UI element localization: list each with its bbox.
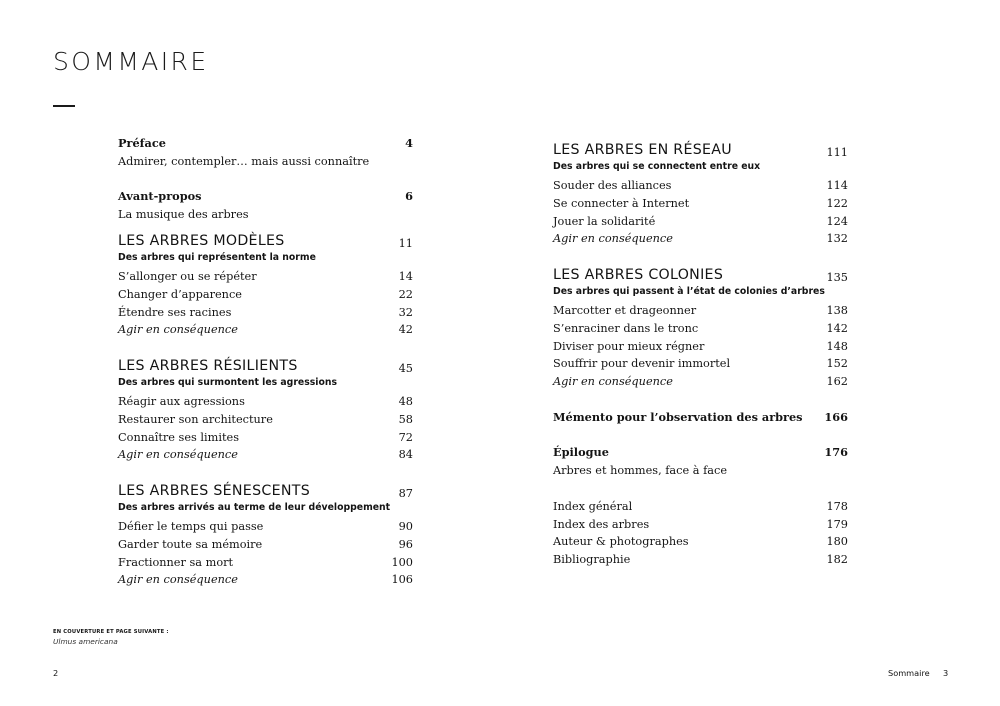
toc-subentry-text: Agir en conséquence	[118, 573, 238, 587]
toc-subentry[interactable]	[118, 536, 413, 554]
toc-subentry[interactable]	[118, 571, 413, 589]
toc-subentry-page: 48	[398, 394, 413, 408]
toc-subentry-text: Bibliographie	[553, 553, 631, 567]
toc-subentry-text: Connaître ses limites	[118, 430, 240, 444]
chapter-subtitle: Des arbres qui passent à l’état de colonies d’arbres	[553, 285, 825, 297]
toc-entry-page: 176	[824, 445, 848, 460]
running-header-title: Sommaire	[888, 668, 930, 678]
toc-subentry-page: 152	[826, 357, 848, 371]
toc-subentry-text: Défier le temps qui passe	[118, 519, 264, 533]
chapter-subtitle: Des arbres qui surmontent les agressions	[118, 376, 338, 388]
toc-subentry[interactable]	[118, 429, 413, 447]
toc-right-column	[553, 141, 848, 569]
toc-subentry[interactable]	[553, 338, 848, 356]
toc-subentry-text: Souder des alliances	[553, 179, 672, 192]
toc-subentry[interactable]	[118, 206, 413, 224]
toc-subentry[interactable]	[553, 230, 848, 248]
title-divider	[53, 105, 75, 107]
toc-subentry[interactable]	[553, 373, 848, 391]
chapter-title: LES ARBRES EN RÉSEAU	[553, 142, 732, 158]
toc-subentry[interactable]	[553, 302, 848, 320]
toc-annex-auteur[interactable]	[553, 533, 848, 551]
toc-subentry-text: Agir en conséquence	[118, 448, 238, 462]
toc-subentry-page: 148	[826, 339, 848, 353]
toc-chapter-modeles[interactable]	[118, 232, 413, 251]
toc-subentry-text: Réagir aux agressions	[118, 394, 245, 408]
toc-annex-index-general[interactable]	[553, 498, 848, 516]
toc-subentry[interactable]	[118, 321, 413, 339]
toc-subentry-text: Agir en conséquence	[553, 232, 673, 246]
chapter-title: LES ARBRES SÉNESCENTS	[118, 482, 311, 499]
chapter-title: LES ARBRES COLONIES	[553, 266, 724, 283]
cover-credit-label: EN COUVERTURE ET PAGE SUIVANTE :	[53, 629, 169, 635]
right-page-number: 3	[943, 668, 949, 678]
toc-subentry[interactable]	[118, 393, 413, 411]
toc-entry-page: 166	[824, 409, 848, 424]
toc-subentry[interactable]	[118, 554, 413, 572]
toc-chapter-senescents[interactable]	[118, 482, 413, 501]
chapter-page: 87	[398, 486, 413, 500]
toc-subentry[interactable]	[553, 213, 848, 231]
toc-entry-epilogue[interactable]	[553, 444, 848, 462]
toc-subentry-page: 124	[826, 214, 848, 228]
toc-subentry-text: Index des arbres	[553, 517, 650, 531]
toc-subentry-page: 32	[398, 305, 413, 319]
chapter-title: LES ARBRES RÉSILIENTS	[118, 357, 298, 374]
toc-subentry-page: 90	[398, 519, 413, 533]
toc-subentry-page: 122	[826, 196, 848, 210]
toc-subentry-text: Admirer, contempler… mais aussi connaître	[118, 154, 370, 168]
toc-subentry[interactable]	[553, 320, 848, 338]
toc-entry-title: Épilogue	[553, 445, 609, 460]
toc-subentry-page: 100	[391, 555, 413, 569]
toc-subentry[interactable]	[553, 355, 848, 373]
cover-credit-value: Ulmus americana	[53, 637, 118, 646]
chapter-page: 45	[398, 361, 413, 375]
toc-subentry-text: Garder toute sa mémoire	[118, 537, 263, 551]
toc-subentry-text: La musique des arbres	[118, 208, 249, 222]
toc-subentry[interactable]	[118, 153, 413, 171]
toc-subentry-page: 14	[398, 269, 413, 283]
toc-subentry-page: 132	[826, 232, 848, 246]
toc-subentry-text: Marcotter et drageonner	[553, 303, 697, 317]
toc-subentry-text: Souffrir pour devenir immortel	[553, 357, 731, 371]
toc-subentry-text: Étendre ses racines	[118, 305, 232, 319]
toc-subentry-page: 22	[398, 287, 413, 301]
toc-subentry-page: 84	[398, 448, 413, 462]
toc-subentry-page: 114	[826, 179, 848, 192]
toc-subentry-text: Fractionner sa mort	[118, 555, 234, 569]
chapter-subtitle: Des arbres arrivés au terme de leur développement	[118, 501, 391, 513]
toc-subentry-page: 58	[398, 412, 413, 426]
toc-subentry[interactable]	[118, 268, 413, 286]
toc-subentry-text: Agir en conséquence	[118, 323, 238, 337]
toc-entry-page: 6	[405, 189, 413, 204]
toc-chapter-resilients[interactable]	[118, 357, 413, 376]
chapter-title: LES ARBRES MODÈLES	[118, 232, 285, 249]
toc-subentry-text: S’enraciner dans le tronc	[553, 321, 699, 335]
toc-subentry-page: 42	[398, 323, 413, 337]
toc-subentry-page: 138	[826, 303, 848, 317]
left-page-number: 2	[53, 668, 59, 678]
toc-annex-index-arbres[interactable]	[553, 516, 848, 534]
chapter-page: 11	[398, 236, 413, 250]
toc-subentry-page: 180	[826, 535, 848, 549]
toc-subentry-page: 72	[398, 430, 413, 444]
toc-subentry[interactable]	[118, 304, 413, 322]
toc-subentry-text: Auteur & photographes	[553, 535, 689, 549]
toc-subentry-page: 142	[826, 321, 848, 335]
chapter-subtitle: Des arbres qui se connectent entre eux	[553, 161, 761, 172]
toc-entry-preface[interactable]	[118, 135, 413, 153]
toc-subentry-text: S’allonger ou se répéter	[118, 269, 257, 283]
toc-entry-title: Mémento pour l’observation des arbres	[553, 409, 803, 424]
toc-subentry-page: 179	[826, 517, 848, 531]
chapter-page: 135	[826, 270, 848, 284]
toc-subentry-text: Agir en conséquence	[553, 375, 673, 389]
toc-subentry-text: Arbres et hommes, face à face	[553, 464, 728, 478]
toc-subentry[interactable]	[118, 518, 413, 536]
toc-subentry-text: Jouer la solidarité	[553, 214, 656, 228]
toc-entry-title: Préface	[118, 136, 166, 150]
toc-chapter-colonies[interactable]	[553, 266, 848, 285]
toc-subentry-text: Restaurer son architecture	[118, 412, 273, 426]
toc-annex-bibliographie[interactable]	[553, 551, 848, 569]
toc-entry-title: Avant-propos	[118, 189, 202, 204]
chapter-subtitle: Des arbres qui représentent la norme	[118, 251, 316, 263]
toc-subentry[interactable]	[118, 286, 413, 304]
toc-subentry[interactable]	[118, 446, 413, 464]
toc-subentry-page: 182	[826, 553, 848, 567]
toc-subentry-text: Changer d’apparence	[118, 287, 242, 301]
toc-subentry[interactable]	[553, 177, 848, 195]
toc-entry-memento[interactable]	[553, 409, 848, 427]
toc-subentry-page: 178	[826, 499, 848, 513]
toc-left-column	[118, 135, 413, 589]
toc-subentry-page: 106	[391, 573, 413, 587]
toc-subentry-page: 96	[398, 537, 413, 551]
chapter-page: 111	[826, 146, 848, 159]
toc-subentry-text: Index général	[553, 499, 633, 513]
toc-entry-page: 4	[405, 136, 413, 150]
toc-subentry[interactable]	[118, 411, 413, 429]
page-title: SOMMAIRE	[53, 47, 209, 76]
toc-subentry-text: Se connecter à Internet	[553, 196, 690, 210]
toc-subentry[interactable]	[553, 195, 848, 213]
toc-subentry-page: 162	[826, 375, 848, 389]
toc-subentry[interactable]	[553, 462, 848, 480]
toc-subentry-text: Diviser pour mieux régner	[553, 339, 705, 353]
toc-entry-avant-propos[interactable]	[118, 188, 413, 206]
toc-chapter-reseau[interactable]	[553, 141, 848, 160]
